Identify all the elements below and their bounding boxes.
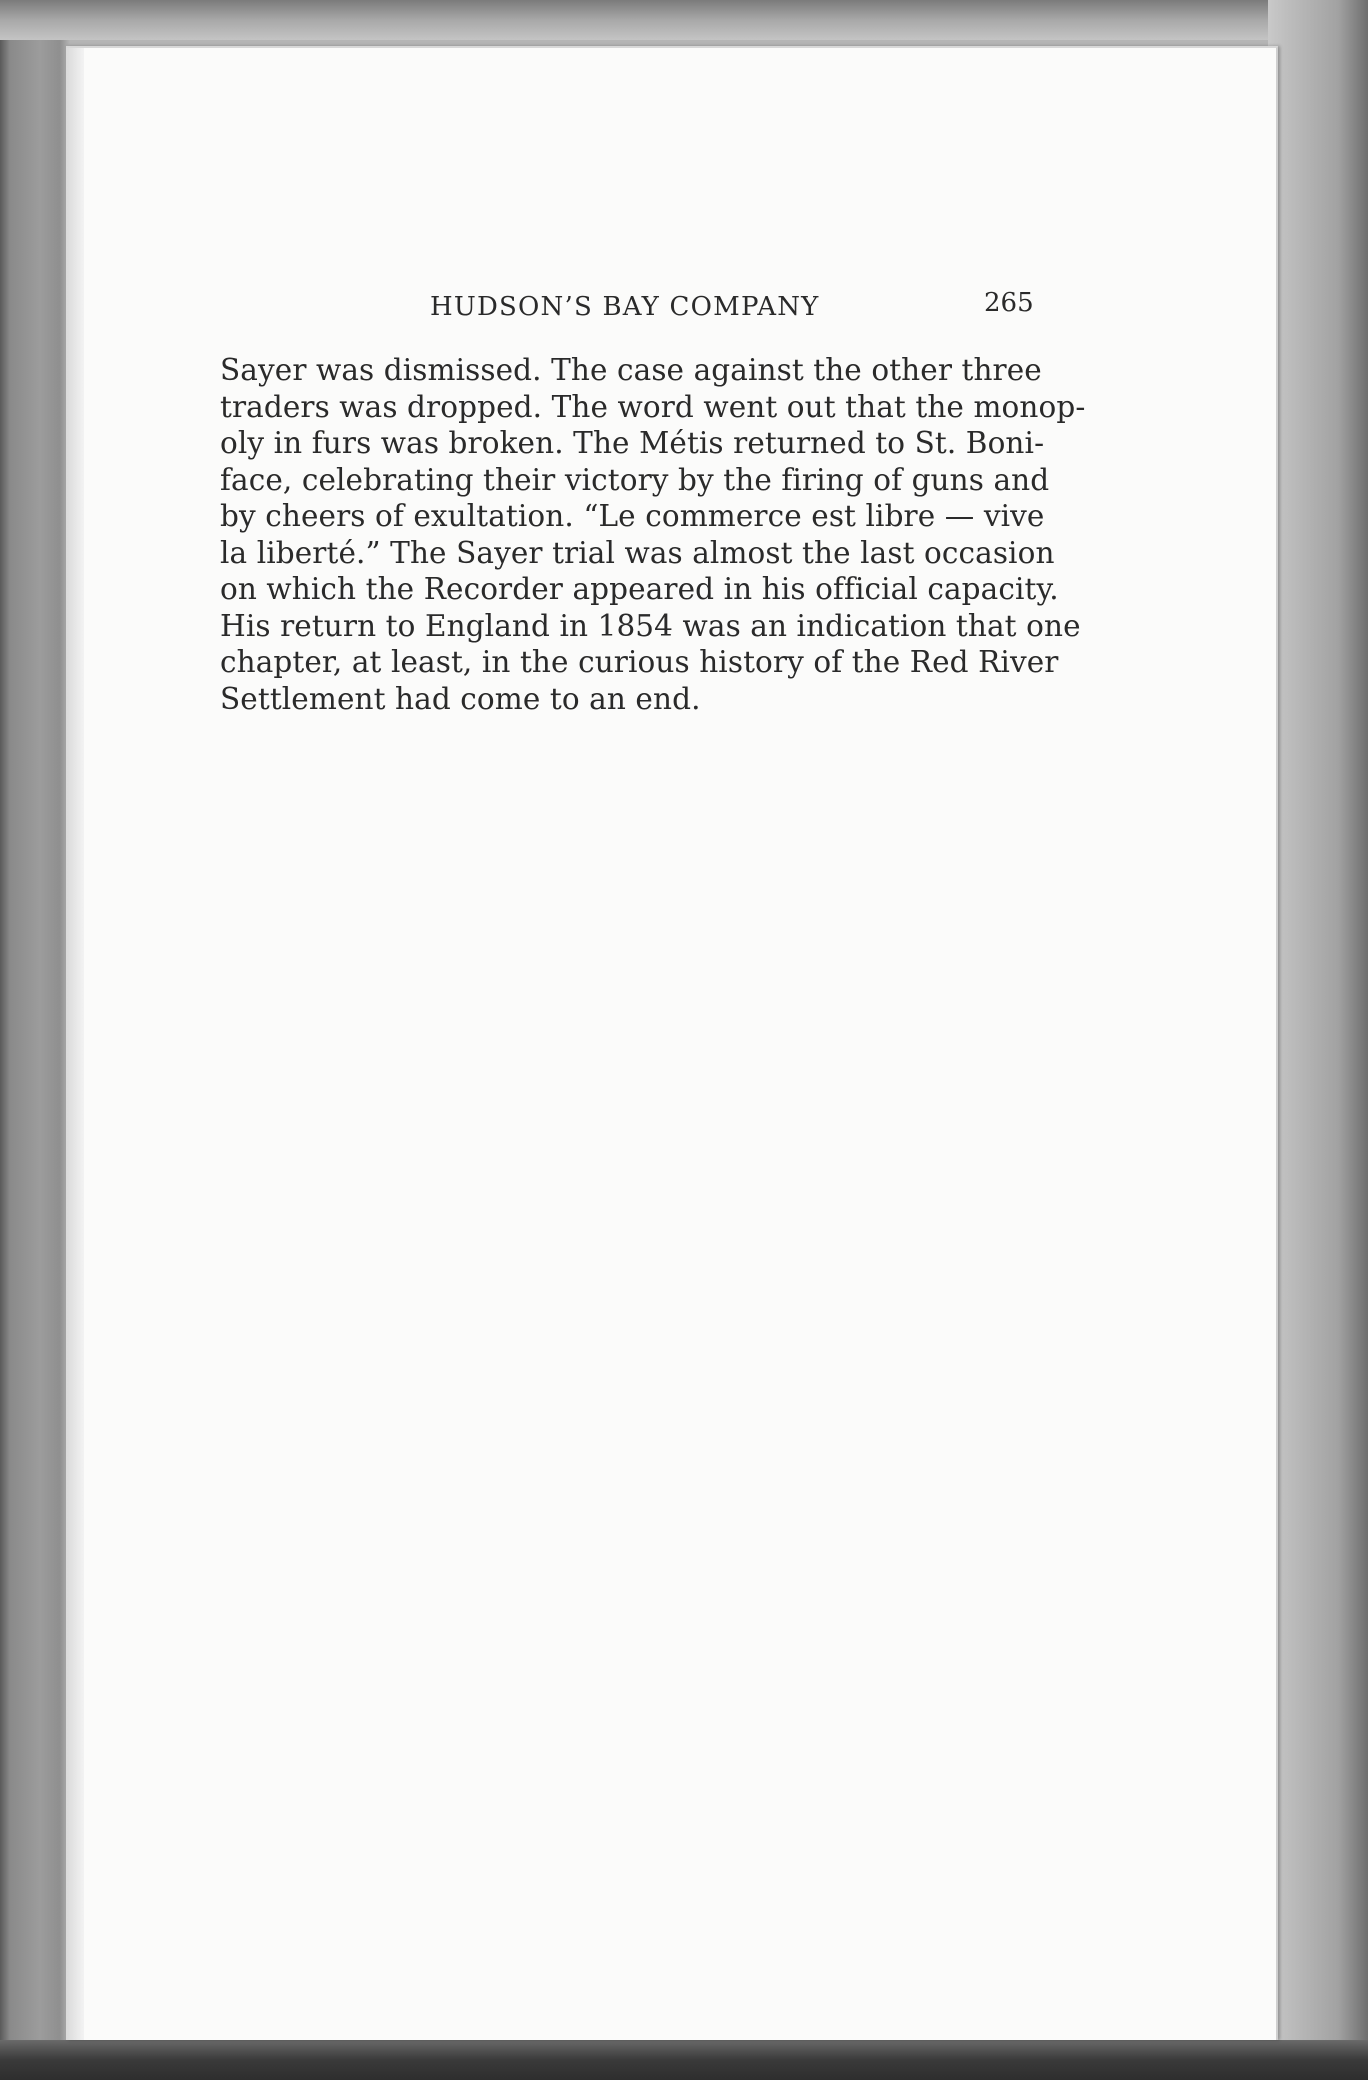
bottom-scan-edge [0,2040,1368,2080]
text-line: traders was dropped. The word went out that the monop- [220,389,1086,424]
page-number: 265 [984,288,1034,318]
text-line: Settlement had come to an end. [220,681,701,716]
text-line: by cheers of exultation. “Le commerce est libre — vive [220,499,1045,533]
text-line: on which the Recorder appeared in his official capacity. [220,572,1059,606]
text-line: chapter, at least, in the curious history of the Red River [220,645,1059,679]
text-line: oly in furs was broken. The Métis returned to St. Boni- [220,426,1045,460]
book-page [66,46,1278,2040]
gutter-shade [66,48,84,2040]
top-scan-shadow [0,0,1368,40]
text-line: Sayer was dismissed. The case against the other three [220,353,1042,387]
right-cover-board [1268,0,1368,2080]
body-paragraph [220,352,1100,717]
text-line: His return to England in 1854 was an indication that one [220,608,1081,643]
text-line: la liberté.” The Sayer trial was almost the last occasion [220,535,1055,570]
running-head: HUDSON’S BAY COMPANY [430,292,820,322]
text-line: face, celebrating their victory by the firing of guns and [220,462,1050,497]
